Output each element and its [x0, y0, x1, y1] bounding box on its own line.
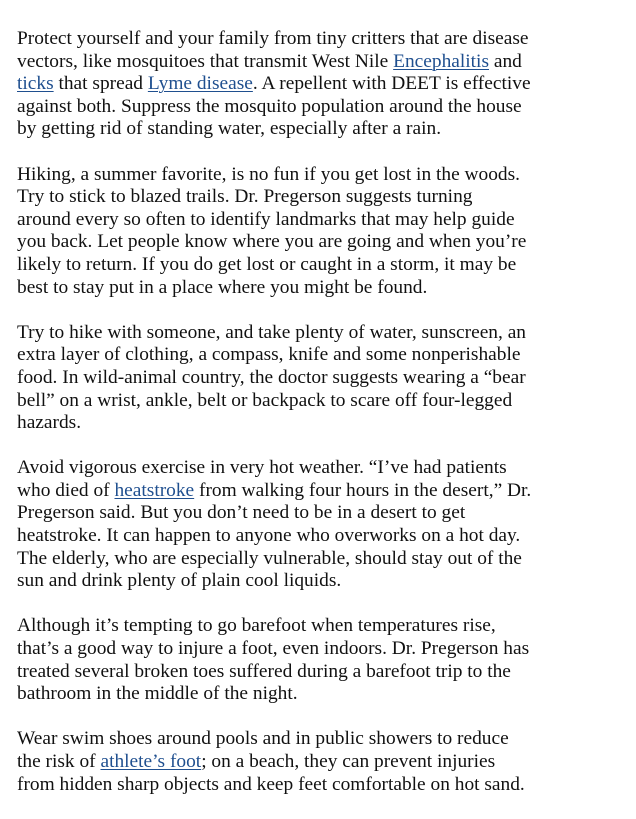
text-line: that’s a good way to injure a foot, even indoors. Dr. Pregerson has — [17, 638, 530, 660]
text-line: Pregerson said. But you don’t need to be in a desert to get — [17, 502, 466, 524]
text-segment: and — [489, 50, 522, 72]
text-line: you back. Let people know where you are going and when you’re — [17, 231, 527, 253]
text-line: against both. Suppress the mosquito population around the house — [17, 95, 522, 117]
text-line: food. In wild-animal country, the doctor suggests wearing a “bear — [17, 366, 526, 388]
paragraph-heat — [17, 457, 625, 593]
text-line: treated several broken toes suffered during a barefoot trip to the — [17, 660, 511, 682]
text-line: extra layer of clothing, a compass, knife and some nonperishable — [17, 344, 521, 366]
text-segment: vectors, like mosquitoes that transmit West Nile — [17, 50, 394, 72]
paragraph-swim-shoes — [17, 728, 625, 796]
text-line — [17, 751, 625, 774]
text-line: from hidden sharp objects and keep feet comfortable on hot sand. — [17, 773, 525, 795]
text-line: likely to return. If you do get lost or caught in a storm, it may be — [17, 253, 517, 275]
encephalitis-link[interactable]: Encephalitis — [393, 50, 489, 72]
text-line: heatstroke. It can happen to anyone who overworks on a hot day. — [17, 525, 521, 547]
text-line: bell” on a wrist, ankle, belt or backpack to scare off four-legged — [17, 389, 513, 411]
text-line: sun and drink plenty of plain cool liquids. — [17, 570, 342, 592]
text-line: bathroom in the middle of the night. — [17, 683, 298, 705]
text-line: The elderly, who are especially vulnerable, should stay out of the — [17, 547, 522, 569]
ticks-link[interactable]: ticks — [17, 73, 54, 95]
text-line — [17, 480, 625, 503]
text-line: Try to hike with someone, and take plenty of water, sunscreen, an — [17, 321, 527, 343]
text-line — [17, 73, 625, 96]
text-line: Avoid vigorous exercise in very hot weather. “I’ve had patients — [17, 457, 507, 479]
text-segment: from walking four hours in the desert,” Dr. — [194, 479, 532, 501]
paragraph-insects — [17, 28, 625, 141]
text-line: Hiking, a summer favorite, is no fun if you get lost in the woods. — [17, 163, 521, 185]
paragraph-hike-with-someone — [17, 322, 625, 435]
heatstroke-link[interactable]: heatstroke — [114, 479, 195, 501]
paragraph-hiking — [17, 164, 625, 300]
text-segment: that spread — [53, 73, 148, 95]
lyme-disease-link[interactable]: Lyme disease — [147, 73, 253, 95]
article-body — [17, 28, 625, 819]
text-line: Try to stick to blazed trails. Dr. Pregerson suggests turning — [17, 186, 473, 208]
paragraph-barefoot — [17, 615, 625, 705]
text-line: around every so often to identify landmarks that may help guide — [17, 208, 515, 230]
text-line: Protect yourself and your family from tiny critters that are disease — [17, 28, 529, 49]
text-segment: ; on a beach, they can prevent injuries — [201, 751, 496, 772]
athletes-foot-link[interactable]: athlete’s foot — [100, 751, 202, 772]
text-line: Wear swim shoes around pools and in public showers to reduce — [17, 728, 509, 750]
text-line: hazards. — [17, 412, 82, 434]
text-segment: the risk of — [17, 751, 101, 772]
text-segment: . A repellent with DEET is effective — [252, 73, 531, 95]
text-line: Although it’s tempting to go barefoot when temperatures rise, — [17, 615, 496, 637]
text-segment: who died of — [17, 479, 115, 501]
text-line: best to stay put in a place where you might be found. — [17, 276, 428, 298]
text-line: by getting rid of standing water, especially after a rain. — [17, 118, 442, 140]
text-line — [17, 51, 625, 74]
